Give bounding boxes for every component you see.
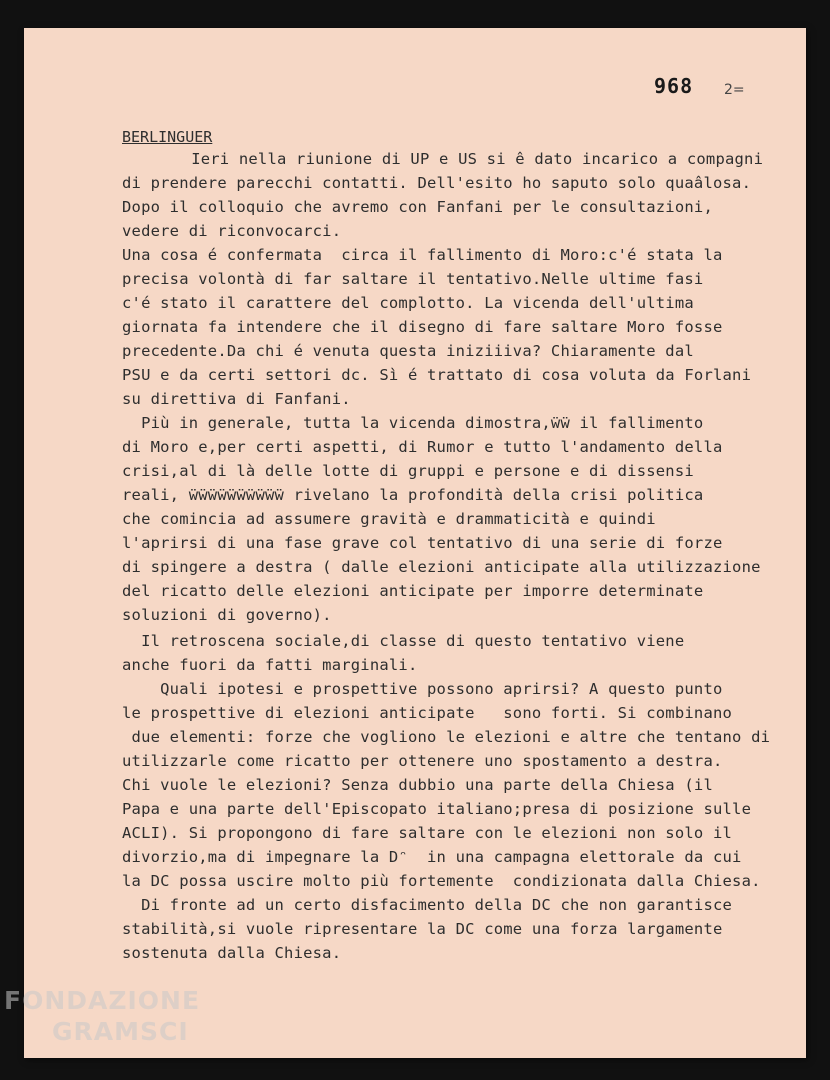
text-line: giornata fa intendere che il disegno di fare saltare Moro fosse xyxy=(122,318,723,336)
text-line: utilizzarle come ricatto per ottenere uno spostamento a destra. xyxy=(122,752,723,770)
text-line: del ricatto delle elezioni anticipate per imporre determinate xyxy=(122,582,704,600)
text-line: crisi,al di là delle lotte di gruppi e persone e di dissensi xyxy=(122,462,694,480)
text-line: la DC possa uscire molto più fortemente condizionata dalla Chiesa. xyxy=(122,872,761,890)
fondazione-gramsci-watermark xyxy=(4,988,200,1044)
text-line: PSU e da certi settori dc. Sì é trattato di cosa voluta da Forlani xyxy=(122,366,752,384)
text-line: vedere di riconvocarci. xyxy=(122,222,342,240)
text-line: Il retroscena sociale,di classe di questo tentativo viene xyxy=(122,632,685,650)
text-line: c'é stato il carattere del complotto. La vicenda dell'ultima xyxy=(122,294,694,312)
text-line: soluzioni di governo). xyxy=(122,606,332,624)
text-line: Chi vuole le elezioni? Senza dubbio una parte della Chiesa (il xyxy=(122,776,713,794)
text-line: divorzio,ma di impegnare la Dᵔ in una campagna elettorale da cui xyxy=(122,848,742,866)
text-line: anche fuori da fatti marginali. xyxy=(122,656,418,674)
text-line: che comincia ad assumere gravità e drammaticità e quindi xyxy=(122,510,656,528)
text-line: di spingere a destra ( dalle elezioni anticipate alla utilizzazione xyxy=(122,558,761,576)
text-line: Dopo il colloquio che avremo con Fanfani per le consultazioni, xyxy=(122,198,713,216)
text-line: precisa volontà di far saltare il tentativo.Nelle ultime fasi xyxy=(122,270,704,288)
text-line: Papa e una parte dell'Episcopato italiano;presa di posizione sulle xyxy=(122,800,752,818)
text-line: di Moro e,per certi aspetti, di Rumor e tutto l'andamento della xyxy=(122,438,723,456)
watermark-line-1: FONDAZIONE xyxy=(4,986,201,1015)
text-line: l'aprirsi di una fase grave col tentativo di una serie di forze xyxy=(122,534,723,552)
page-number: 968 xyxy=(654,74,694,98)
text-line: Ieri nella riunione di UP e US si ê dato incarico a compagni xyxy=(134,150,764,168)
text-line: su direttiva di Fanfani. xyxy=(122,390,351,408)
text-line: le prospettive di elezioni anticipate sono forti. Si combinano xyxy=(122,704,733,722)
text-line: due elementi: forze che vogliono le elezioni e altre che tentano di xyxy=(122,728,771,746)
text-line: Di fronte ad un certo disfacimento della DC che non garantisce xyxy=(122,896,733,914)
text-line: sostenuta dalla Chiesa. xyxy=(122,944,342,962)
text-line: stabilità,si vuole ripresentare la DC come una forza largamente xyxy=(122,920,723,938)
watermark-line-2: GRAMSCI xyxy=(52,1017,189,1046)
text-line: Più in generale, tutta la vicenda dimostra,ẅẅ il fallimento xyxy=(122,414,704,432)
text-line: reali, ẅẅẅẅẅẅẅẅẅẅ rivelano la profondità della crisi politica xyxy=(122,486,704,504)
text-line: ACLI). Si propongono di fare saltare con le elezioni non solo il xyxy=(122,824,733,842)
page-sub-mark: 2= xyxy=(724,82,745,98)
document-page xyxy=(24,28,806,1058)
text-line: di prendere parecchi contatti. Dell'esito ho saputo solo quaâlosa. xyxy=(122,174,752,192)
text-line: precedente.Da chi é venuta questa iniziiiva? Chiaramente dal xyxy=(122,342,694,360)
text-line: Una cosa é confermata circa il fallimento di Moro:c'é stata la xyxy=(122,246,723,264)
text-line: Quali ipotesi e prospettive possono aprirsi? A questo punto xyxy=(122,680,723,698)
document-heading: BERLINGUER xyxy=(122,128,213,146)
